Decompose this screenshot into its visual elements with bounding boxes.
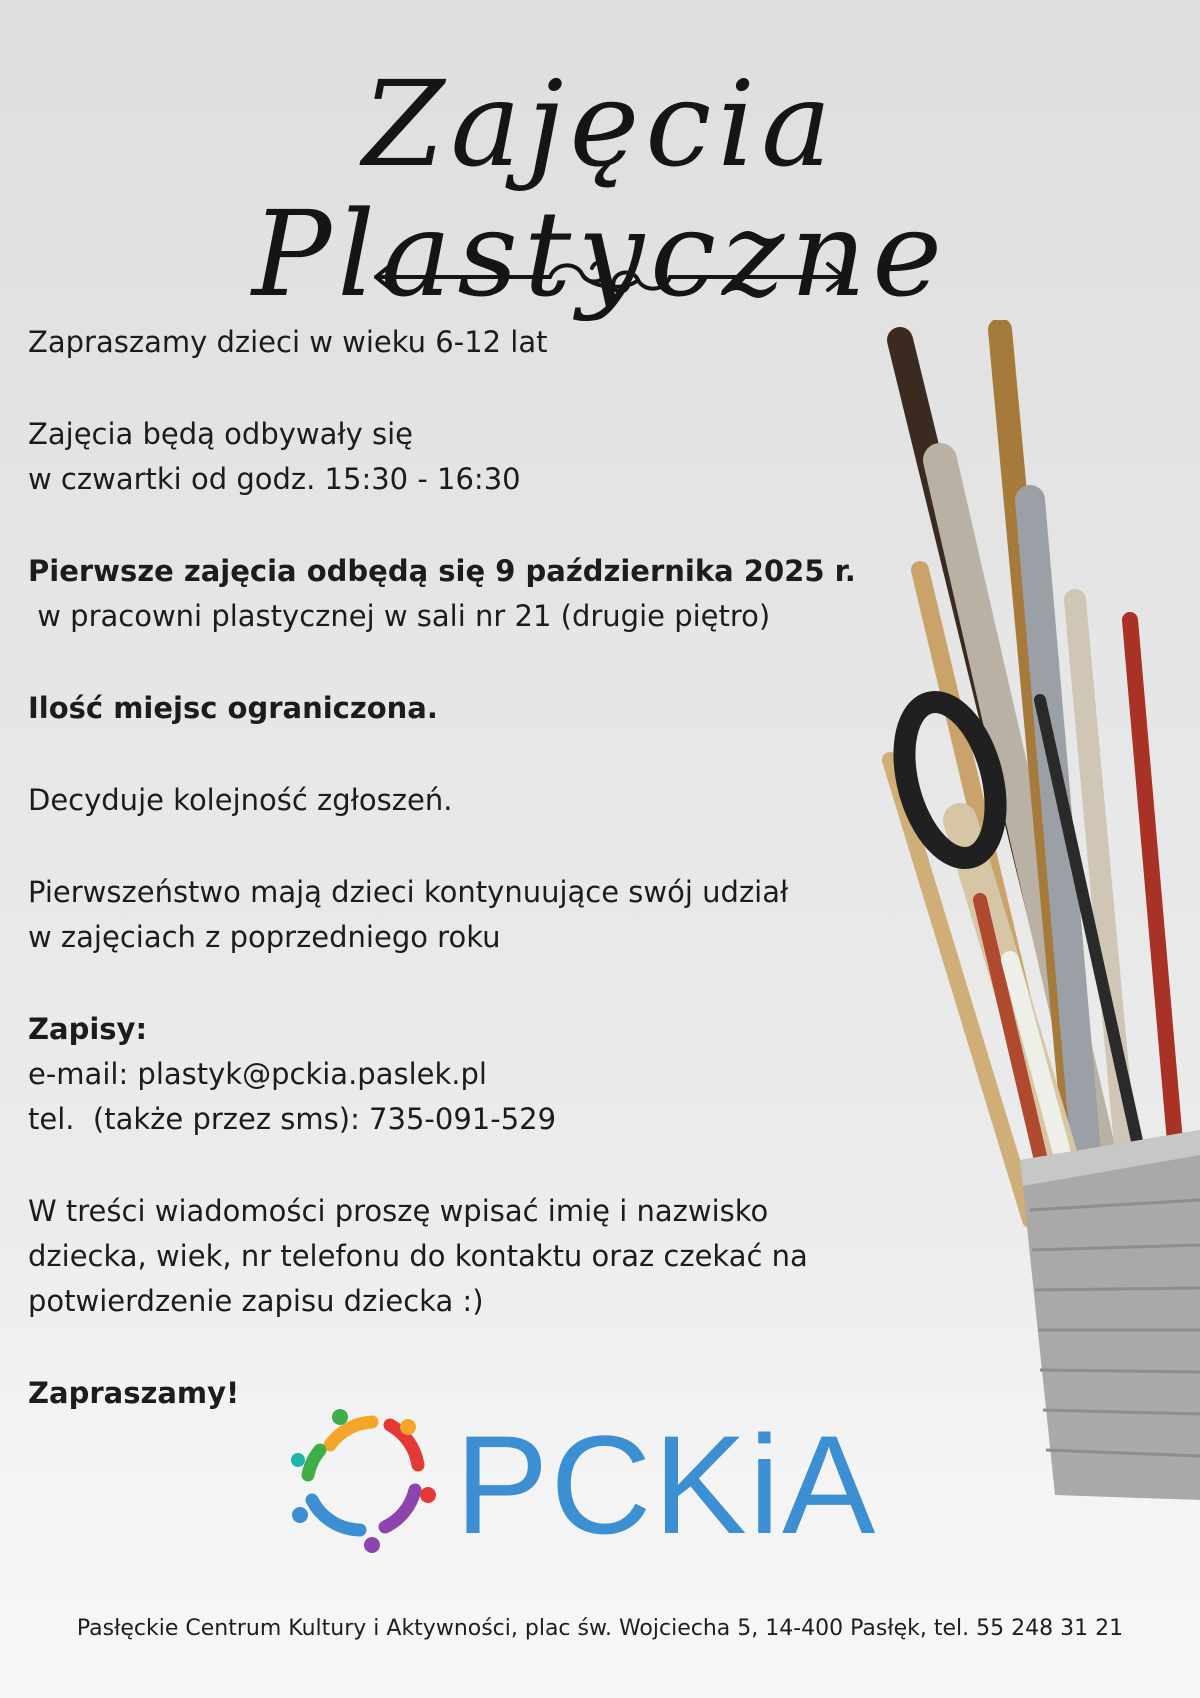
schedule-line-2: w czwartki od godz. 15:30 - 16:30 (28, 462, 521, 496)
order-line: Decyduje kolejność zgłoszeń. (28, 783, 453, 817)
instructions-line-2: dziecka, wiek, nr telefonu do kontaktu oraz czekać na (28, 1239, 808, 1273)
page-title: Zajęcia Plastyczne (251, 55, 949, 323)
closing-line: Zapraszamy! (28, 1376, 240, 1410)
signup-heading: Zapisy: (28, 1012, 148, 1046)
phone-line: tel. (także przez sms): 735-091-529 (28, 1102, 557, 1136)
announcement-body (28, 320, 858, 1416)
location-line: w pracowni plastycznej w sali nr 21 (drugie piętro) (28, 599, 771, 633)
instructions-line-1: W treści wiadomości proszę wpisać imię i nazwisko (28, 1194, 769, 1228)
paintbrushes-in-metal-cup-icon (880, 320, 1200, 1600)
pckia-logo (290, 1405, 910, 1555)
priority-line-1: Pierwszeństwo mają dzieci kontynuujące swój udział (28, 875, 789, 909)
age-line: Zapraszamy dzieci w wieku 6-12 lat (28, 325, 548, 359)
first-class-line: Pierwsze zajęcia odbędą się 9 października 2025 r. (28, 554, 856, 588)
email-line: e-mail: plastyk@pckia.paslek.pl (28, 1057, 487, 1091)
limited-places-line: Ilość miejsc ograniczona. (28, 691, 438, 725)
logo-text: PCKiA (455, 1406, 878, 1555)
schedule-line-1: Zajęcia będą odbywały się (28, 417, 414, 451)
footer-address: Pasłęckie Centrum Kultury i Aktywności, plac św. Wojciecha 5, 14-400 Pasłęk, tel. 55 248 31 21 (76, 1616, 1124, 1641)
priority-line-2: w zajęciach z poprzedniego roku (28, 920, 501, 954)
instructions-line-3: potwierdzenie zapisu dziecka :) (28, 1284, 484, 1318)
double-arrow-swirl-divider-icon (370, 252, 850, 302)
